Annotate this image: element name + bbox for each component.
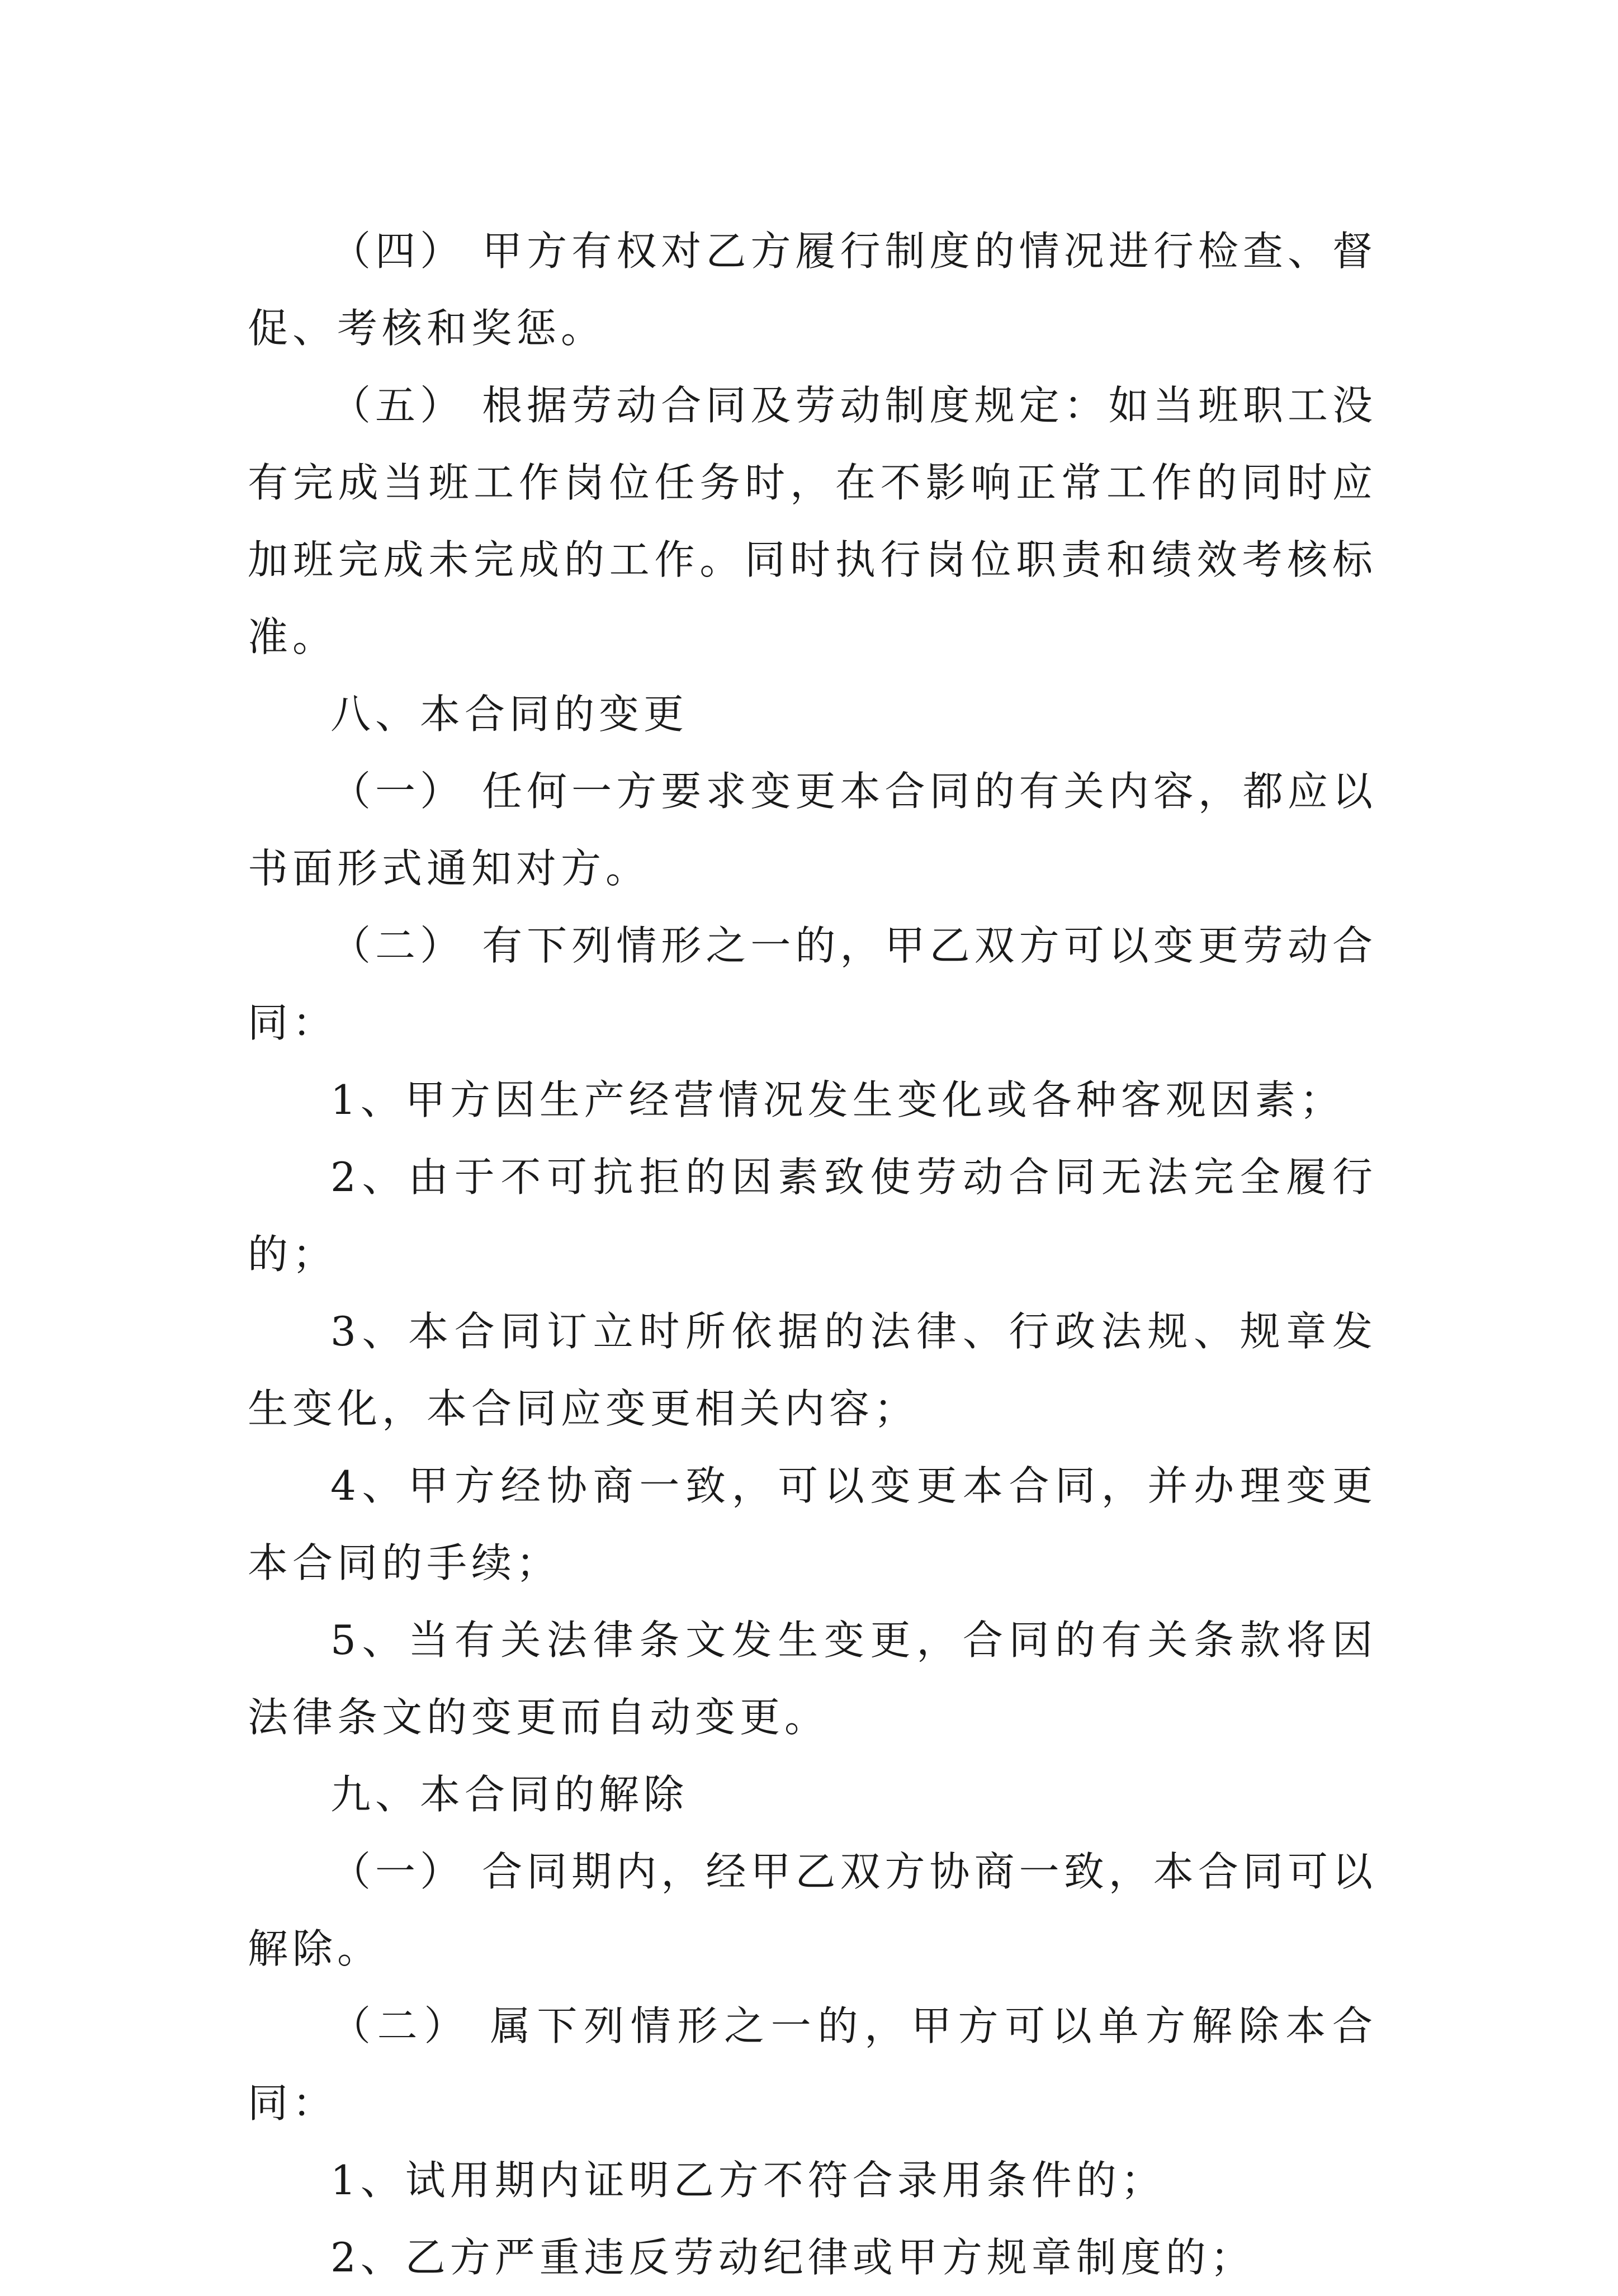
paragraph-termination-2: （二） 属下列情形之一的，甲方可以单方解除本合同： <box>248 2002 1377 2127</box>
list-item-change-4: 4、甲方经协商一致，可以变更本合同，并办理变更本合同的手续； <box>248 1462 1377 1586</box>
list-item-termination-1: 1、试用期内证明乙方不符合录用条件的； <box>330 2157 1166 2204</box>
paragraph-termination-1: （一） 合同期内，经甲乙双方协商一致，本合同可以解除。 <box>248 1848 1377 1972</box>
paragraph-change-1: （一） 任何一方要求变更本合同的有关内容，都应以书面形式通知对方。 <box>248 768 1377 892</box>
list-item-termination-2: 2、乙方严重违反劳动纪律或甲方规章制度的； <box>330 2234 1255 2281</box>
section-heading-8: 八、本合同的变更 <box>330 691 689 738</box>
list-item-change-3: 3、本合同订立时所依据的法律、行政法规、规章发生变化，本合同应变更相关内容； <box>248 1308 1377 1432</box>
list-item-change-1: 1、甲方因生产经营情况发生变化或各种客观因素； <box>330 1076 1345 1123</box>
paragraph-clause-5: （五） 根据劳动合同及劳动制度规定：如当班职工没有完成当班工作岗位任务时，在不影响正常工作的同时应加班完成未完成的工作。同时执行岗位职责和绩效考核标准。 <box>248 382 1377 660</box>
paragraph-clause-4: （四） 甲方有权对乙方履行制度的情况进行检查、督促、考核和奖惩。 <box>248 228 1377 352</box>
list-item-change-5: 5、当有关法律条文发生变更，合同的有关条款将因法律条文的变更而自动变更。 <box>248 1617 1377 1741</box>
section-heading-9: 九、本合同的解除 <box>330 1771 689 1818</box>
paragraph-change-2: （二） 有下列情形之一的，甲乙双方可以变更劳动合同： <box>248 922 1377 1046</box>
document-body <box>248 212 1377 2296</box>
list-item-change-2: 2、由于不可抗拒的因素致使劳动合同无法完全履行的； <box>248 1154 1377 1278</box>
